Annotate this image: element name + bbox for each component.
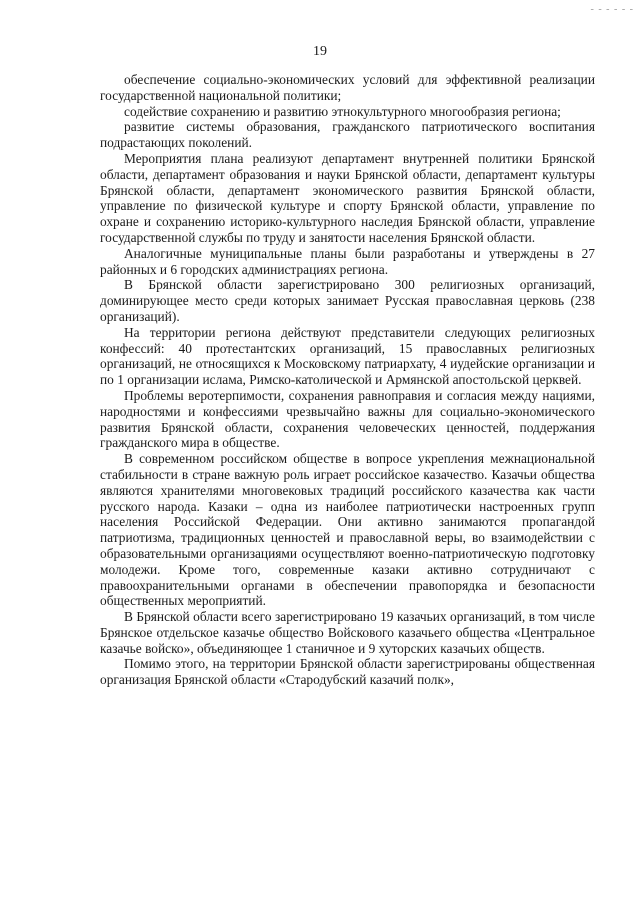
page-number: 19 xyxy=(313,44,327,59)
paragraph-6: В Брянской области зарегистрировано 300 религиозных организаций, доминирующее место среди которых занимает Русская православная церковь (238 организаций). xyxy=(100,277,595,324)
document-body xyxy=(100,72,595,688)
paragraph-10: В Брянской области всего зарегистрировано 19 казачьих организаций, в том числе Брянское отдельское казачье общество Войскового казачьего общества «Центральное казачье войско», объединяющее 1 станичное и 9 хуторских казачьих обществ. xyxy=(100,609,595,656)
paragraph-7: На территории региона действуют представители следующих религиозных конфессий: 40 протестантских организаций, 15 православных религиозных организаций, не относящихся к Московскому патриархату, 4 иудейские организации и по 1 организации ислама, Римско-католической и Армянской апостольской церквей. xyxy=(100,324,595,388)
paragraph-4: Мероприятия плана реализуют департамент внутренней политики Брянской области, департамент образования и науки Брянской области, департамент культуры Брянской области, департамент экономического развития Брянской области, управление по физической культуре и спорту Брянской области, управление по охране и сохранению историко-культурного наследия Брянской области, управление государственной службы по труду и занятости населения Брянской области. xyxy=(100,150,595,245)
paragraph-1: обеспечение социально-экономических условий для эффективной реализации государственной национальной политики; xyxy=(100,72,595,103)
paragraph-11: Помимо этого, на территории Брянской области зарегистрированы общественная организация Брянской области «Стародубский казачий полк», xyxy=(100,656,595,688)
paragraph-9: В современном российском обществе в вопросе укрепления межнациональной стабильности в стране важную роль играет российское казачество. Казачьи общества являются хранителями многовековых традиций российского казачества как части русского народа. Казаки – одна из наиболее патриотически настроенных групп населения Российской Федерации. Они активно занимаются пропагандой патриотизма, традиционных ценностей и православной веры, во взаимодействии с образовательными организациями осуществляют военно-патриотическую подготовку молодежи. Кроме того, современные казаки активно сотрудничают с правоохранительными органами в обеспечении правопорядка и безопасности общественных мероприятий. xyxy=(100,451,595,609)
paragraph-3: развитие системы образования, гражданского патриотического воспитания подрастающих поколений. xyxy=(100,119,595,151)
paragraph-2: содействие сохранению и развитию этнокультурного многообразия региона; xyxy=(124,103,561,119)
paragraph-8: Проблемы веротерпимости, сохранения равноправия и согласия между нациями, народностями и конфессиями чрезвычайно важны для социально-экономического развития Брянской области, сохранения человеческих ценностей, поддержания гражданского мира в обществе. xyxy=(100,387,595,451)
paragraph-5: Аналогичные муниципальные планы были разработаны и утверждены в 27 районных и 6 городских администрациях региона. xyxy=(100,245,595,277)
scan-corner-mark: - - - - - - xyxy=(590,4,634,15)
